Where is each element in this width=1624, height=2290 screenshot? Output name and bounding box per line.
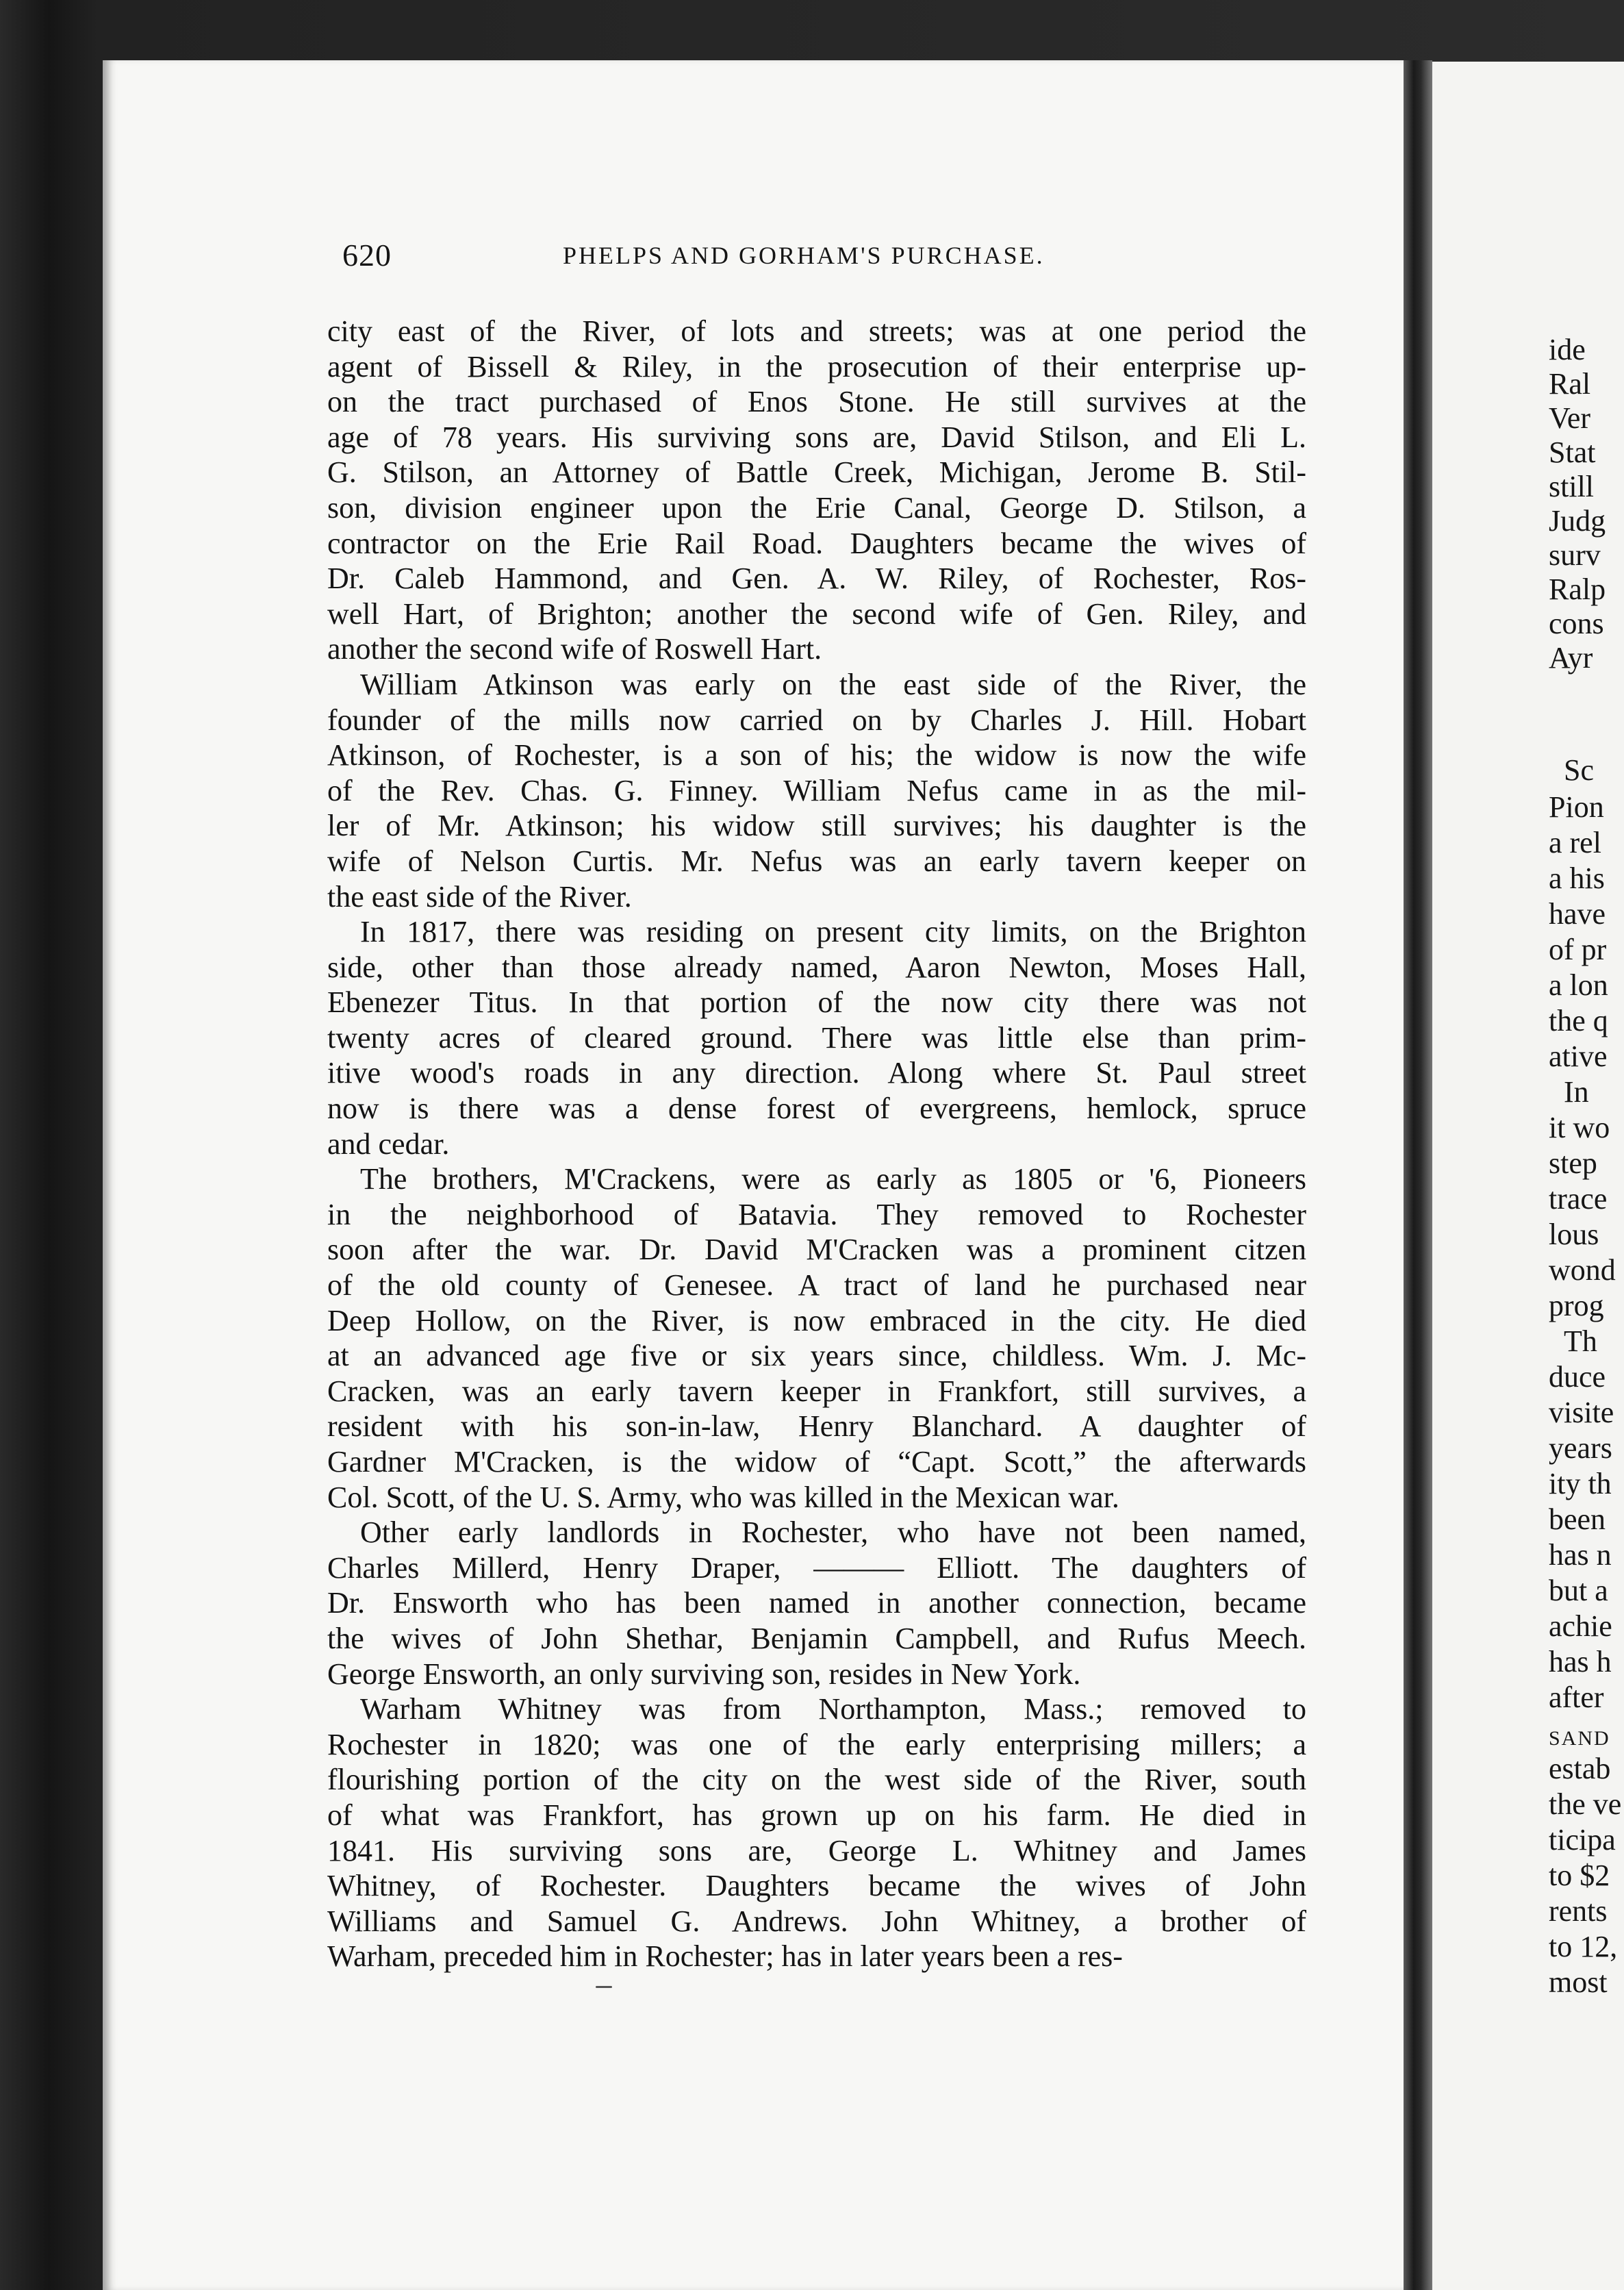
facing-page-line: Pion <box>1549 790 1604 824</box>
text-line: Ebenezer Titus. In that portion of the now city there was not <box>327 985 1306 1020</box>
text-line: Cracken, was an early tavern keeper in Frankfort, still survives, a <box>327 1374 1306 1408</box>
facing-page-line: Judg <box>1549 504 1606 538</box>
facing-page-line: step <box>1549 1146 1597 1180</box>
text-line: side, other than those already named, Aaron Newton, Moses Hall, <box>327 950 1306 984</box>
facing-page-line: have <box>1549 897 1606 931</box>
text-line: ler of Mr. Atkinson; his widow still survives; his daughter is the <box>327 809 1306 843</box>
text-line: Atkinson, of Rochester, is a son of his; the widow is now the wife <box>327 738 1306 772</box>
text-line: Warham, preceded him in Rochester; has in later years been a res- <box>327 1939 1123 1974</box>
text-line: son, division engineer upon the Erie Canal, George D. Stilson, a <box>327 490 1306 525</box>
ink-mark <box>596 1986 612 1988</box>
text-line: resident with his son-in-law, Henry Blanchard. A daughter of <box>327 1409 1306 1444</box>
facing-page-line: after <box>1549 1681 1604 1714</box>
text-line: contractor on the Erie Rail Road. Daughters became the wives of <box>327 526 1306 560</box>
facing-page-line: Ayr <box>1549 641 1593 675</box>
facing-page-line: trace <box>1549 1182 1608 1216</box>
text-line: Williams and Samuel G. Andrews. John Whitney, a brother of <box>327 1904 1306 1938</box>
facing-page-line: Ver <box>1549 401 1591 435</box>
text-line: Warham Whitney was from Northampton, Mass.; removed to <box>360 1692 1306 1726</box>
text-line: now is there was a dense forest of evergreens, hemlock, spruce <box>327 1092 1306 1126</box>
text-line: city east of the River, of lots and streets; was at one period the <box>327 314 1306 348</box>
facing-page-line: Stat <box>1549 436 1596 469</box>
facing-page-line: to 12, <box>1549 1930 1618 1963</box>
facing-page-line: ative <box>1549 1040 1608 1073</box>
facing-page-line: a rel <box>1549 826 1601 859</box>
facing-page-line: Th <box>1564 1324 1597 1358</box>
facing-page-line: surv <box>1549 538 1601 572</box>
facing-page-line: duce <box>1549 1360 1606 1394</box>
facing-page-line: In <box>1564 1075 1589 1109</box>
running-head-title: PHELPS AND GORHAM'S PURCHASE. <box>563 242 1045 269</box>
text-line: of the old county of Genesee. A tract of land he purchased near <box>327 1268 1306 1303</box>
facing-page-line: has n <box>1549 1538 1612 1572</box>
facing-page-line: Ral <box>1549 367 1591 401</box>
facing-page-line: prog <box>1549 1289 1604 1322</box>
text-line: wife of Nelson Curtis. Mr. Nefus was an early tavern keeper on <box>327 844 1306 878</box>
text-line: in the neighborhood of Batavia. They removed to Rochester <box>327 1197 1306 1231</box>
text-line: Gardner M'Cracken, is the widow of “Capt. Scott,” the afterwards <box>327 1445 1306 1479</box>
text-line: flourishing portion of the city on the west side of the River, south <box>327 1763 1306 1797</box>
text-line: the wives of John Shethar, Benjamin Campbell, and Rufus Meech. <box>327 1621 1306 1655</box>
text-line: at an advanced age five or six years since, childless. Wm. J. Mc- <box>327 1339 1306 1373</box>
text-line: twenty acres of cleared ground. There was little else than prim- <box>327 1020 1306 1055</box>
facing-page-line: a his <box>1549 861 1605 895</box>
facing-page-line: achie <box>1549 1609 1612 1643</box>
text-line: well Hart, of Brighton; another the second wife of Gen. Riley, and <box>327 596 1306 631</box>
text-line: itive wood's roads in any direction. Along where St. Paul street <box>327 1056 1306 1090</box>
text-line: G. Stilson, an Attorney of Battle Creek, Michigan, Jerome B. Stil- <box>327 455 1306 490</box>
facing-page-line: still <box>1549 470 1595 503</box>
facing-page-line: estab <box>1549 1752 1611 1785</box>
facing-page-line: has h <box>1549 1645 1612 1678</box>
facing-page-line: it wo <box>1549 1111 1610 1144</box>
facing-page-line: the ve <box>1549 1787 1622 1821</box>
text-line: of the Rev. Chas. G. Finney. William Nefus came in as the mil- <box>327 773 1306 807</box>
facing-page-line: of pr <box>1549 933 1607 966</box>
text-line: Rochester in 1820; was one of the early enterprising millers; a <box>327 1727 1306 1761</box>
text-line: agent of Bissell & Riley, in the prosecution of their enterprise up- <box>327 349 1306 383</box>
facing-page-line: Ralp <box>1549 572 1606 606</box>
text-line: Col. Scott, of the U. S. Army, who was killed in the Mexican war. <box>327 1480 1119 1514</box>
facing-page-line: a lon <box>1549 968 1608 1002</box>
text-line: on the tract purchased of Enos Stone. He still survives at the <box>327 385 1306 419</box>
facing-page-line: ticipa <box>1549 1823 1616 1857</box>
text-line: Other early landlords in Rochester, who have not been named, <box>360 1515 1306 1550</box>
facing-page-line: most <box>1549 1965 1608 1999</box>
text-line: soon after the war. Dr. David M'Cracken was a prominent citzen <box>327 1233 1306 1267</box>
text-line: The brothers, M'Crackens, were as early as 1805 or '6, Pioneers <box>360 1162 1306 1196</box>
running-head <box>342 237 1301 278</box>
text-line: and cedar. <box>327 1127 450 1161</box>
facing-page-line: lous <box>1549 1218 1599 1251</box>
text-line: of what was Frankfort, has grown up on his farm. He died in <box>327 1798 1306 1832</box>
text-line: founder of the mills now carried on by Charles J. Hill. Hobart <box>327 703 1306 737</box>
facing-page-line: cons <box>1549 607 1604 640</box>
text-line: In 1817, there was residing on present city limits, on the Brighton <box>360 915 1306 949</box>
text-line: the east side of the River. <box>327 879 632 914</box>
text-line: William Atkinson was early on the east side of the River, the <box>360 667 1306 701</box>
facing-page-line: visite <box>1549 1396 1614 1429</box>
facing-page-line: wond <box>1549 1253 1616 1287</box>
facing-page-line: Sc <box>1564 753 1594 787</box>
facing-page-line: but a <box>1549 1574 1608 1607</box>
text-line: Dr. Caleb Hammond, and Gen. A. W. Riley, of Rochester, Ros- <box>327 562 1306 596</box>
facing-page-line: to $2 <box>1549 1859 1610 1892</box>
text-line: Whitney, of Rochester. Daughters became the wives of John <box>327 1869 1306 1903</box>
facing-page-line: rents <box>1549 1894 1608 1928</box>
page-number: 620 <box>342 238 392 273</box>
text-line: Dr. Ensworth who has been named in another connection, became <box>327 1586 1306 1620</box>
body-text <box>327 314 1306 1974</box>
facing-page-line: ide <box>1549 333 1586 366</box>
facing-page-line: the q <box>1549 1004 1608 1037</box>
facing-page-line: years <box>1549 1431 1612 1465</box>
facing-page-line: been <box>1549 1502 1606 1536</box>
facing-page-line: SAND <box>1549 1727 1610 1750</box>
text-line: age of 78 years. His surviving sons are, David Stilson, and Eli L. <box>327 420 1306 454</box>
facing-page-line: ity th <box>1549 1467 1612 1500</box>
text-line: Deep Hollow, on the River, is now embraced in the city. He died <box>327 1303 1306 1337</box>
text-line: 1841. His surviving sons are, George L. Whitney and James <box>327 1833 1306 1867</box>
text-line: George Ensworth, an only surviving son, resides in New York. <box>327 1657 1081 1691</box>
text-line: another the second wife of Roswell Hart. <box>327 632 822 666</box>
book-gutter <box>1404 60 1432 2290</box>
text-line: Charles Millerd, Henry Draper, ——— Elliott. The daughters of <box>327 1550 1306 1585</box>
